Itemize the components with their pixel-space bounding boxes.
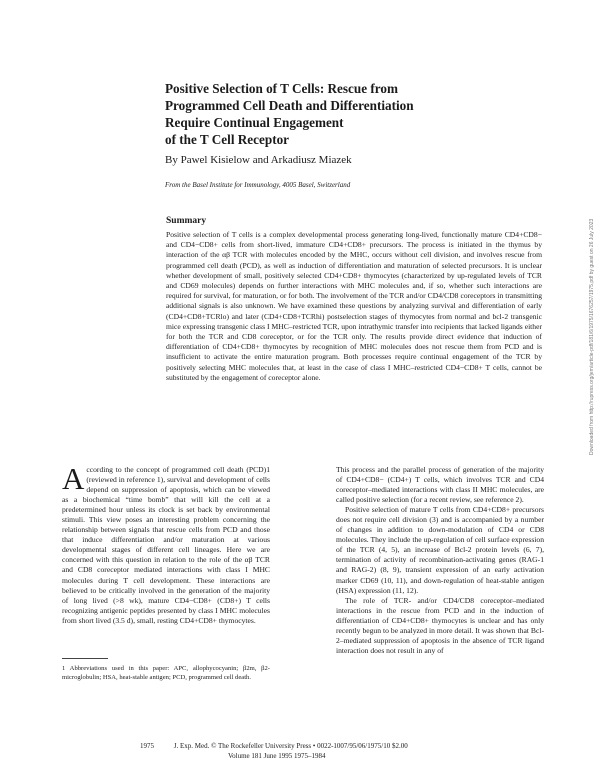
paragraph-text: ccording to the concept of programmed cell death (PCD)1 (reviewed in reference 1), survival and development of cells depend on suppression of apoptosis, which can be viewed as a biochemical “time bomb” that will kill the cell at a predetermined hour unless its clock is set back by environmental stimuli. This view poses an interesting problem concerning the relationship between signals that rescue cells from PCD and those that induce differentiation and/or maturation at various developmental stages of different cell lineages. Here we are concerned with this question in relation to the role of the αβ TCR and CD8 coreceptor mediated interactions with class I MHC molecules during T cell development. These interactions are believed to be critically involved in the generation of the majority of long lived (>8 wk), mature CD4−CD8+ (CD8+) T cells recognizing antigenic peptides presented by class I MHC molecules from short lived (3.5 d), small, resting CD4+CD8+ thymocytes. <box>62 465 270 625</box>
title-line-4: of the T Cell Receptor <box>165 132 290 147</box>
title-line-3: Require Continual Engagement <box>165 115 344 130</box>
summary-heading: Summary <box>166 216 207 226</box>
affiliation: From the Basel Institute for Immunology, 4005 Basel, Switzerland <box>165 181 351 189</box>
summary-text: Positive selection of T cells is a complex developmental process generating long-lived, functionally mature CD4+CD8− and CD4−CD8+ cells from short-lived, immature CD4+CD8+ precursors. The process is initiated in the thymus by interaction of the αβ TCR with molecules encoded by the MHC, occurs without cell division, and involves rescue from programmed cell death (PCD), as well as induction of differentiation and maturation of selected precursors. It is unclear whether development of small, positively selected CD4+CD8+ thymocytes (characterized by up-regulated levels of TCR and CD69 molecules) depends on further interactions with MHC molecules and, if so, whether such interactions are required for survival, for maturation, or for both. The involvement of the TCR and/or CD4/CD8 coreceptors in transmitting additional signals is also unknown. We have examined these questions by analyzing survival and differentiation of early (CD4+CD8+TCRlo) and later (CD4+CD8+TCRhi) postselection stages of thymocytes from normal and bcl-2 transgenic mice expressing transgenic class I MHC–restricted TCR, upon intrathymic transfer into recipients that lacked ligands either for both the TCR and CD8 coreceptor, or for the TCR only. The results provide direct evidence that induction of differentiation of CD4+CD8+ thymocytes by recognition of MHC molecules does not rescue them from PCD and is insufficient to activate the entire maturation program. Both processes require continual engagement of the TCR by positively selecting MHC molecules that, at least in the case of class I MHC–restricted CD4−CD8+ T cells, cannot be substituted by the engagement of coreceptor alone. <box>166 230 542 382</box>
footnote: 1 Abbreviations used in this paper: APC, allophycocyanin; β2m, β2-microglobulin; HSA, heat-stable antigen; PCD, programmed cell death. <box>62 665 270 681</box>
title-line-2: Programmed Cell Death and Differentiation <box>165 98 414 113</box>
body-column-right <box>336 465 544 656</box>
drop-cap: A <box>62 461 85 496</box>
volume-line: Volume 181 June 1995 1975–1984 <box>228 752 326 760</box>
body-column-left <box>62 461 270 626</box>
footnote-rule <box>62 658 108 659</box>
body-paragraph <box>62 461 270 626</box>
page-number: 1975 <box>140 742 154 750</box>
body-paragraph: This process and the parallel process of generation of the majority of CD4+CD8− (CD4+) T cells, which involves TCR and CD4 coreceptor–mediated interactions with class II MHC molecules, are called positive selection (for a recent review, see reference 2). <box>336 465 544 505</box>
title-line-1: Positive Selection of T Cells: Rescue from <box>165 81 398 96</box>
authors: By Pawel Kisielow and Arkadiusz Miazek <box>165 154 352 166</box>
body-paragraph: The role of TCR- and/or CD4/CD8 coreceptor–mediated interactions in the rescue from PCD and in the induction of differentiation of CD4+CD8+ thymocytes is unclear and has only recently begun to be analyzed in more detail. It was shown that Bcl-2–mediated suppression of apoptosis in the absence of TCR ligand interaction does not result in any of <box>336 595 544 655</box>
journal-citation: J. Exp. Med. © The Rockefeller University Press • 0022-1007/95/06/1975/10 $2.00 <box>173 742 408 750</box>
body-paragraph: Positive selection of mature T cells from CD4+CD8+ precursors does not require cell division (3) and is accompanied by a number of changes in addition to down-modulation of CD4 or CD8 molecules. They include the up-regulation of cell surface expression of the TCR (4, 5), an increase of Bcl-2 protein levels (6, 7), termination of activity of recombination-activating genes (RAG-1 and RAG-2) (8, 9), transient expression of an early activation marker CD69 (10, 11), and down-regulation of heat-stable antigen (HSA) expression (11, 12). <box>336 505 544 595</box>
download-watermark: Downloaded from http://rupress.org/jem/article-pdf/181/6/1975/1676257/1975.pdf by guest on 26 July 2023 <box>589 218 595 455</box>
article-title <box>165 80 465 148</box>
page-footer <box>140 741 560 761</box>
